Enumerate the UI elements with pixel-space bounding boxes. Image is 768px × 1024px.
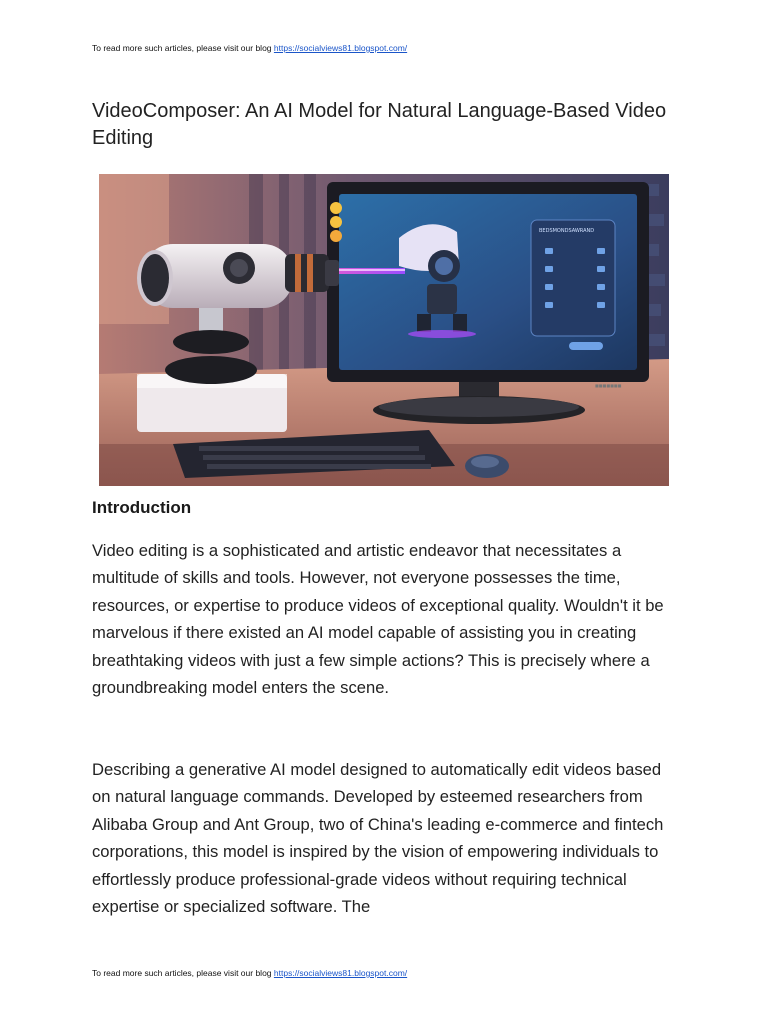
header-note-text: To read more such articles, please visit our blog xyxy=(92,43,274,53)
footer-note xyxy=(92,968,407,978)
hero-image xyxy=(99,174,669,486)
header-note xyxy=(92,43,407,53)
paragraph-2: Describing a generative AI model designed to automatically edit videos based on natural language commands. Developed by esteemed researchers from Alibaba Group and Ant Group, two of China's leading e-commerce and fintech corporations, this model is inspired by the vision of empowering individuals to effortlessly produce professional-grade videos without requiring technical expertise or specialized software. The xyxy=(92,760,664,917)
svg-text:■■■■■■■: ■■■■■■■ xyxy=(595,383,622,388)
footer-note-text: To read more such articles, please visit our blog xyxy=(92,968,274,978)
article-title: VideoComposer: An AI Model for Natural Language-Based Video Editing xyxy=(92,100,667,149)
paragraph-1: Video editing is a sophisticated and artistic endeavor that necessitates a multitude of skills and tools. However, not everyone possesses the time, resources, or expertise to produce videos of exceptional quality. Wouldn't it be marvelous if there existed an AI model capable of assisting you in creating breathtaking videos with just a few simple actions? This is precisely where a groundbreaking model enters the scene. xyxy=(92,541,664,698)
section-heading-introduction: Introduction xyxy=(92,498,192,517)
screen-panel-text: BEDSMONDSAWRAND xyxy=(539,228,595,234)
header-blog-link[interactable]: https://socialviews81.blogspot.com/ xyxy=(273,43,408,53)
footer-blog-link[interactable]: https://socialviews81.blogspot.com/ xyxy=(273,968,408,978)
